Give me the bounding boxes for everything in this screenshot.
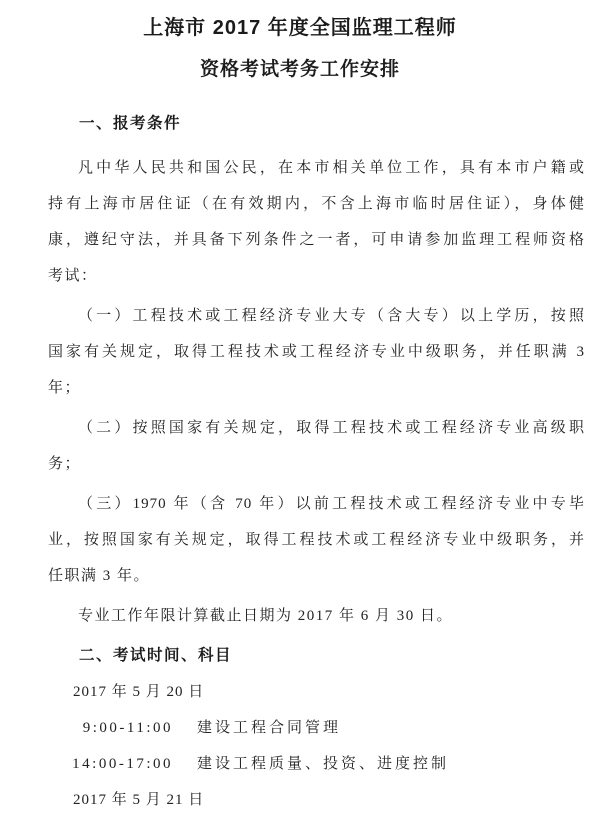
paragraph-line: 务； — [48, 456, 82, 472]
paragraph-line: 年； — [48, 380, 82, 396]
paragraph-line: 国家有关规定，取得工程技术或工程经济专业中级职务，并任职满 3 — [48, 344, 585, 360]
schedule-row — [48, 746, 585, 782]
paragraph-line: （二）按照国家有关规定，取得工程技术或工程经济专业高级职 — [78, 420, 585, 436]
paragraph-condition-3 — [48, 486, 585, 594]
paragraph-condition-1 — [48, 298, 585, 406]
exam-date-1: 2017 年 5 月 20 日 — [73, 684, 205, 700]
section-heading-2: 二、考试时间、科目 — [79, 647, 233, 664]
paragraph-line: 考试： — [48, 268, 98, 284]
paragraph-line: 凡中华人民共和国公民，在本市相关单位工作，具有本市户籍或 — [78, 160, 585, 176]
exam-date-2: 2017 年 5 月 21 日 — [73, 792, 205, 808]
paragraph-eligibility-intro — [48, 150, 585, 294]
paragraph-line: 康，遵纪守法，并具备下列条件之一者，可申请参加监理工程师资格 — [48, 232, 585, 248]
paragraph-deadline — [48, 598, 585, 634]
schedule-time: 9:00-11:00 — [82, 720, 173, 736]
paragraph-line: 任职满 3 年。 — [48, 568, 151, 584]
schedule-subject: 建设工程质量、投资、进度控制 — [197, 756, 450, 772]
paragraph-line: （一）工程技术或工程经济专业大专（含大专）以上学历，按照 — [78, 308, 585, 324]
paragraph-line: 专业工作年限计算截止日期为 2017 年 6 月 30 日。 — [78, 608, 454, 624]
section-heading-1: 一、报考条件 — [79, 115, 182, 132]
doc-title-line-2: 资格考试考务工作安排 — [199, 59, 400, 80]
paragraph-line: （三）1970 年（含 70 年）以前工程技术或工程经济专业中专毕 — [78, 496, 585, 512]
schedule-row — [48, 710, 585, 746]
paragraph-line: 持有上海市居住证（在有效期内，不含上海市临时居住证），身体健 — [48, 196, 585, 212]
doc-title-line-1: 上海市 2017 年度全国监理工程师 — [143, 17, 457, 39]
paragraph-line: 业，按照国家有关规定，取得工程技术或工程经济专业中级职务，并 — [48, 532, 585, 548]
schedule-time: 14:00-17:00 — [72, 756, 173, 772]
paragraph-condition-2 — [48, 410, 585, 482]
schedule-subject: 建设工程合同管理 — [197, 720, 342, 736]
document-body — [0, 110, 600, 817]
